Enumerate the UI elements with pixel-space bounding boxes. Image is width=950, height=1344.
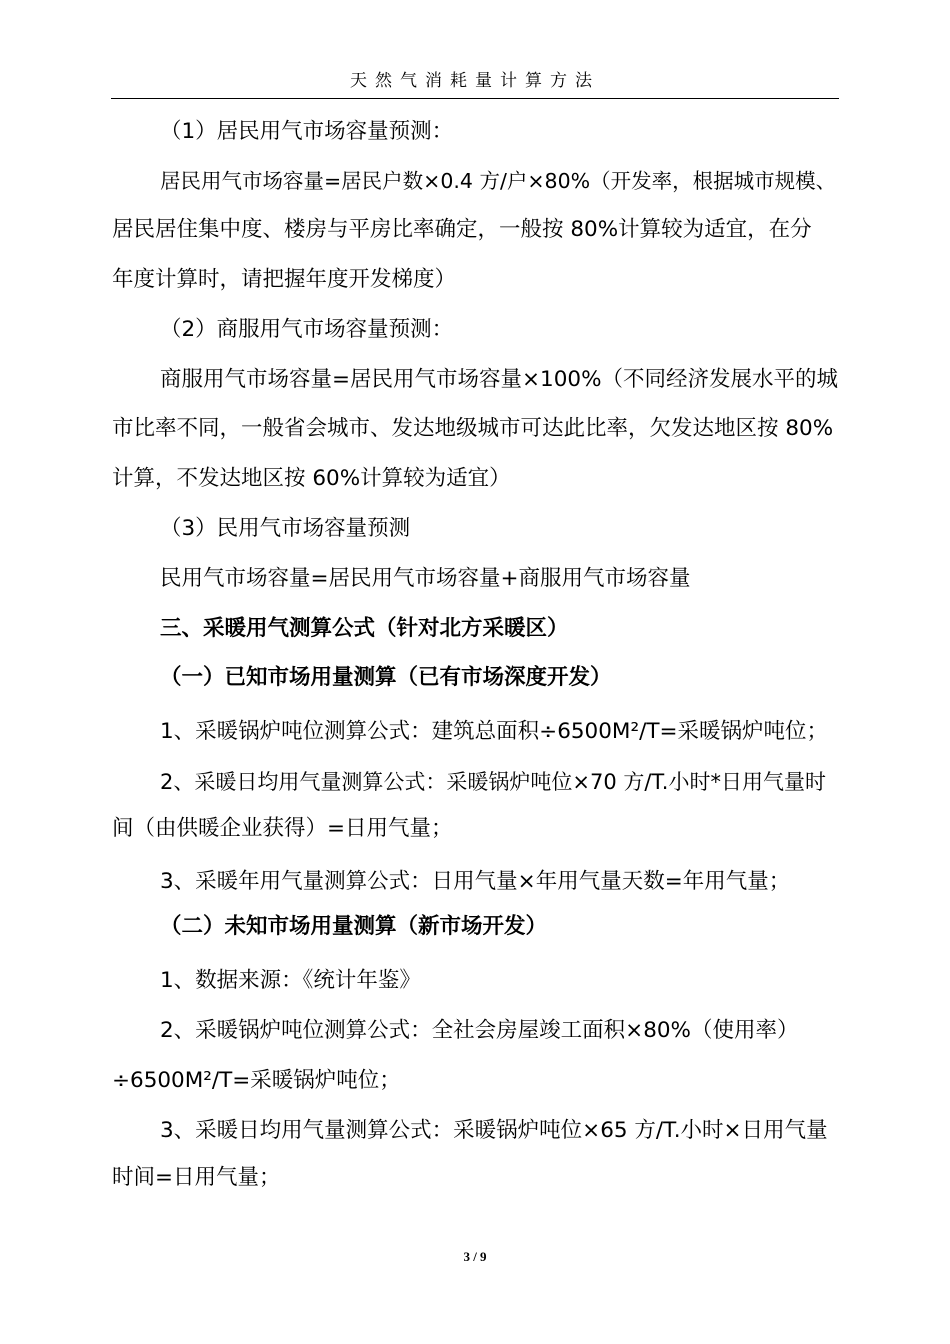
page-number: 3 / 9 [463, 1249, 487, 1264]
section-heading: （二）未知市场用量测算（新市场开发） [160, 914, 548, 939]
text-line: 1、数据来源：《统计年鉴》 [160, 968, 421, 993]
text-line: （1）居民用气市场容量预测： [160, 119, 454, 144]
text-line: 市比率不同，一般省会城市、发达地级城市可达此比率，欠发达地区按 80% [112, 416, 834, 441]
section-heading: 三、采暖用气测算公式（针对北方采暖区） [160, 616, 569, 641]
text-line: 计算，不发达地区按 60%计算较为适宜） [112, 466, 511, 491]
text-line: 居民居住集中度、楼房与平房比率确定，一般按 80%计算较为适宜，在分 [112, 217, 812, 242]
section-heading: （一）已知市场用量测算（已有市场深度开发） [160, 665, 612, 690]
text-line: 间（由供暖企业获得）=日用气量； [112, 816, 453, 841]
text-line: 商服用气市场容量=居民用气市场容量×100%（不同经济发展水平的城 [160, 367, 838, 392]
text-line: 居民用气市场容量=居民户数×0.4 方/户×80%（开发率，根据城市规模、 [160, 169, 837, 193]
text-line: 1、采暖锅炉吨位测算公式：建筑总面积÷6500M²/T=采暖锅炉吨位； [160, 719, 828, 744]
text-line: ÷6500M²/T=采暖锅炉吨位； [112, 1068, 401, 1093]
text-line: （2）商服用气市场容量预测： [160, 317, 454, 342]
text-line: 2、采暖日均用气量测算公式：采暖锅炉吨位×70 方/T.小时*日用气量时 [160, 770, 826, 794]
text-line: 年度计算时，请把握年度开发梯度） [112, 267, 457, 292]
text-line: 2、采暖锅炉吨位测算公式：全社会房屋竣工面积×80%（使用率） [160, 1018, 799, 1043]
page-header-title: 天然气消耗量计算方法 [350, 71, 600, 91]
text-line: （3）民用气市场容量预测 [160, 516, 411, 541]
text-line: 3、采暖年用气量测算公式：日用气量×年用气量天数=年用气量； [160, 869, 791, 894]
text-line: 时间=日用气量； [112, 1165, 281, 1190]
text-line: 3、采暖日均用气量测算公式：采暖锅炉吨位×65 方/T.小时×日用气量 [160, 1118, 828, 1143]
header-divider [111, 98, 839, 99]
text-line: 民用气市场容量=居民用气市场容量+商服用气市场容量 [160, 566, 691, 591]
